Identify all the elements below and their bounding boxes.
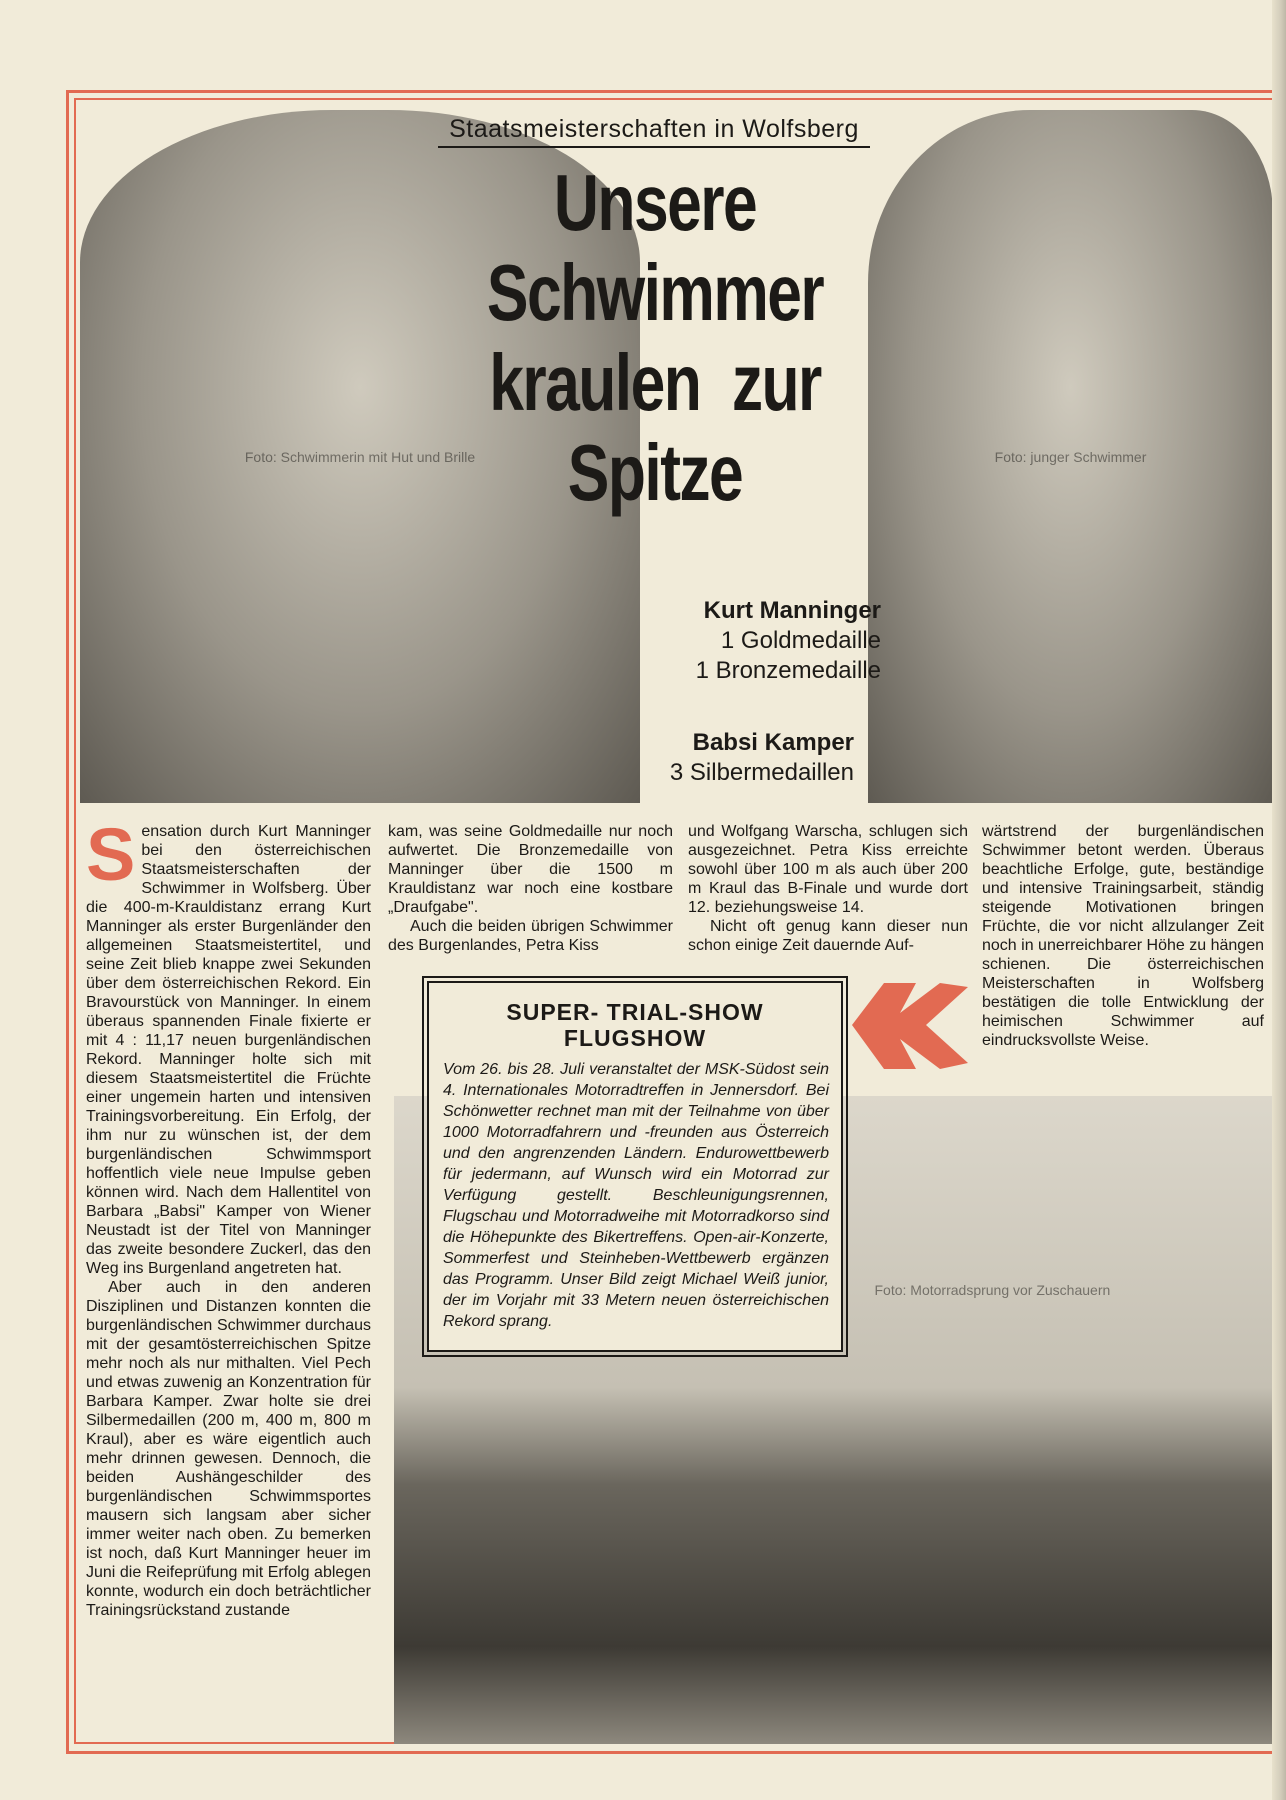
medal-line: 1 Goldmedaille <box>720 627 881 654</box>
article-paragraph: kam, was seine Goldmedaille nur noch aufwertet. Die Bronzemedaille von Manninger über die 1500 m Krauldistanz war noch eine kostbare „Draufgabe". <box>388 823 673 916</box>
medals-manninger <box>696 596 881 686</box>
drop-cap: S <box>86 813 136 896</box>
article-paragraph <box>86 813 371 1278</box>
article-column-2 <box>388 822 673 955</box>
medal-athlete-name: Babsi Kamper <box>692 729 854 756</box>
article-paragraph: Aber auch in den anderen Disziplinen und Distanzen konnten die burgenländischen Schwimmer durchaus mit der gesamtösterreichischen Spitze mehr noch als nur mithalten. Viel Pech und etwas zuwenig an Konzentration für Barbara Kamper. Zwar holte sie drei Silbermedaillen (200 m, 400 m, 800 m Kraul), aber es wäre eigentlich auch mehr drinnen gewesen. Dennoch, die beiden Aushängeschilder des burgenländischen Schwimmsportes mausern sich langsam aber sicher immer weiter nach oben. Zu bemerken ist noch, daß Kurt Manninger heuer im Juni die Reifeprüfung mit Erfolg ablegen konnte, wodurch ein doch beträchtlicher Trainingsrückstand zustande <box>86 1279 371 1619</box>
medal-line: 1 Bronzemedaille <box>695 657 881 684</box>
photo-right-caption: Foto: junger Schwimmer <box>994 448 1147 465</box>
medal-athlete-name: Kurt Manninger <box>703 597 881 624</box>
article-text: ensation durch Kurt Manninger bei den österreichischen Staatsmeisterschaften der Schwimmer in Wolfsberg. Über die 400-m-Krauldistanz errang Kurt Manninger als erster Burgenländer den allgemeinen Staatsmeistertitel, und seine Zeit blieb knappe zwei Sekunden über dem österreichischen Rekord. Ein Bravourstück von Manninger. In einem überaus spannenden Finale fixierte er mit 4 : 11,17 neuen burgenländischen Rekord. Manninger holte sich mit diesem Staatsmeistertitel die Früchte einer ungemein harten und intensiven Trainingsvorbereitung. Ein Erfolg, der ihm nur zu wünschen ist, der dem burgenländischen Schwimmsport hoffentlich viele neue Impulse geben können wird. Nach dem Hallentitel von Barbara „Babsi" Kamper von Wiener Neustadt ist der Titel von Manninger das zweite besondere Zuckerl, das den Weg ins Burgenland angetreten hat. <box>86 823 371 1277</box>
event-info-box <box>427 981 843 1352</box>
scan-edge <box>1272 0 1286 1800</box>
article-column-3 <box>688 822 968 955</box>
medal-line: 3 Silbermedaillen <box>669 759 854 786</box>
headline-line-3: kraulen zur <box>489 338 821 427</box>
article-column-1 <box>86 813 371 1620</box>
article-paragraph: Auch die beiden übrigen Schwimmer des Burgenlandes, Petra Kiss <box>388 918 673 954</box>
article-paragraph: Nicht oft genug kann dieser nun schon einige Zeit dauernde Auf- <box>688 918 968 954</box>
event-title-2: FLUGSHOW <box>563 1025 707 1051</box>
photo-right-swimmer <box>868 110 1273 803</box>
article-paragraph: wärtstrend der burgenländischen Schwimmer betont werden. Überaus beachtliche Erfolge, gute, beständige und intensive Trainingsarbeit, ständig steigende Motivationen bringen Früchte, die vor nicht allzulanger Zeit noch in unerreichbarer Höhe zu hängen schienen. Die österreichischen Meisterschaften in Wolfsberg bestätigen die tolle Entwicklung der heimischen Schwimmer auf eindrucksvollste Weise. <box>982 823 1264 1049</box>
headline-line-2: Schwimmer <box>486 248 824 337</box>
medals-kamper <box>670 728 854 788</box>
article-paragraph: und Wolfgang Warscha, schlugen sich ausgezeichnet. Petra Kiss erreichte sowohl über 100 m als auch über 200 m Kraul das B-Finale und wurde dort 12. beziehungsweise 14. <box>688 823 968 916</box>
event-title-1: SUPER- TRIAL-SHOW <box>506 999 764 1025</box>
k-logo-icon <box>844 977 972 1073</box>
headline-line-1: Unsere <box>553 158 757 247</box>
headline-line-4: Spitze <box>567 428 743 517</box>
kicker: Staatsmeisterschaften in Wolfsberg <box>438 114 870 148</box>
photo-left-caption: Foto: Schwimmerin mit Hut und Brille <box>244 448 476 465</box>
photo-moto-caption: Foto: Motorradsprung vor Zuschauern <box>874 1282 1111 1299</box>
article-column-4 <box>982 822 1264 1050</box>
headline <box>472 158 839 518</box>
event-text: Vom 26. bis 28. Juli veranstaltet der MSK-Südost sein 4. Internationales Motorradtreffen in Jennersdorf. Bei Schönwetter rechnet man mit der Teilnahme von über 1000 Motorradfahrern und -freunden aus Österreich und den angrenzenden Ländern. Endurowettbewerb für jedermann, auf Wunsch wird ein Motorrad zur Verfügung gestellt. Beschleunigungsrennen, Flugschau und Motorradweihe mit Motorradkorso sind die Höhepunkte des Bikertreffens. Open-air-Konzerte, Sommerfest und Steinheben-Wettbewerb ergänzen das Programm. Unser Bild zeigt Michael Weiß junior, der im Vorjahr mit 33 Metern neuen österreichischen Rekord sprang. <box>443 1061 829 1330</box>
